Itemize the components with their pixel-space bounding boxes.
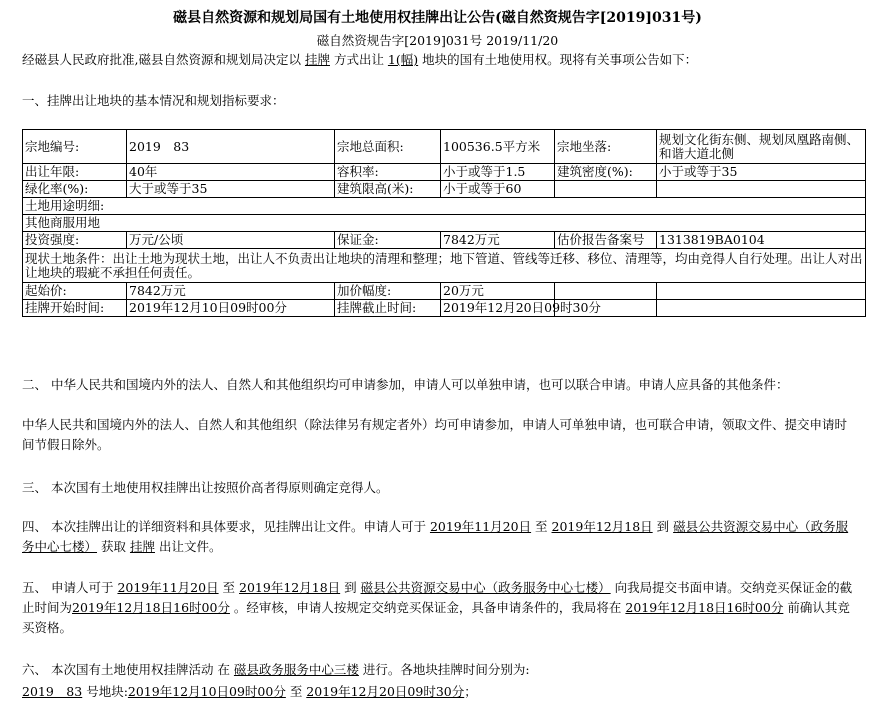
- table-row: [23, 300, 866, 317]
- green-value: 大于或等于35: [127, 181, 335, 198]
- total-area-value: 100536.5平方米: [441, 130, 555, 164]
- table-row: [23, 181, 866, 198]
- start-price-label: 起始价:: [23, 283, 127, 300]
- height-value: 小于或等于60: [441, 181, 555, 198]
- appraisal-label: 估价报告备案号: [555, 232, 657, 249]
- empty-cell: [555, 181, 657, 198]
- notice-subtitle: [0, 31, 875, 49]
- parcel-count: 1(幅): [387, 52, 419, 67]
- s6-place: 磁县政务服务中心三楼: [233, 662, 359, 677]
- height-label: 建筑限高(米):: [335, 181, 441, 198]
- section4: 四、 本次挂牌出让的详细资料和具体要求，见挂牌出让文件。申请人可于 2019年11月20日 至 2019年12月18日 到 磁县公共资源交易中心（政务服务中心七楼） 获取 挂牌 出让文件。: [22, 519, 849, 554]
- term-value: 40年: [127, 164, 335, 181]
- location-value: 规划文化街东侧、规划凤凰路南侧、和谐大道北侧: [657, 130, 866, 164]
- table-row: [23, 232, 866, 249]
- section1-heading: 一、挂牌出让地块的基本情况和规划指标要求：: [22, 93, 285, 108]
- empty-cell: [657, 283, 866, 300]
- s5-date-from: 2019年11月20日: [117, 580, 219, 595]
- s5-date-to: 2019年12月18日: [239, 580, 341, 595]
- investment-label: 投资强度:: [23, 232, 127, 249]
- s6-time-to: 2019年12月20日09时30分: [306, 684, 465, 699]
- far-label: 容积率:: [335, 164, 441, 181]
- increment-value: 20万元: [441, 283, 555, 300]
- table-row: [23, 283, 866, 300]
- s4-date-to: 2019年12月18日: [551, 519, 653, 534]
- s6-parcel: 2019 83: [22, 684, 83, 699]
- section2-detail: 中华人民共和国境内外的法人、自然人和其他组织（除法律另有规定者外）均可申请参加，申请人可单独申请，也可联合申请，领取文件、提交申请时间节假日除外。: [22, 417, 848, 452]
- doc-number: 磁自然资规告字[2019]031号: [316, 33, 483, 48]
- table-row: [23, 164, 866, 181]
- parcel-info-table: [22, 129, 866, 317]
- notice-title: 磁县自然资源和规划局国有土地使用权挂牌出让公告(磁自然资规告字[2019]031号): [173, 10, 702, 26]
- deposit-value: 7842万元: [441, 232, 555, 249]
- deposit-label: 保证金:: [335, 232, 441, 249]
- intro-line: 经磁县人民政府批准,磁县自然资源和规划局决定以 挂牌 方式出让 1(幅) 地块的国有土地使用权。现将有关事项公告如下：: [22, 52, 698, 67]
- table-row: [23, 215, 866, 232]
- total-area-label: 宗地总面积:: [335, 130, 441, 164]
- s4-method: 挂牌: [129, 539, 155, 554]
- section5: 五、 申请人可于 2019年11月20日 至 2019年12月18日 到 磁县公共资源交易中心（政务服务中心七楼） 向我局提交书面申请。交纳竞买保证金的截止时间为2019年12月18日16时00分 。经审核，申请人按规定交纳竞买保证金，具备申请条件的，我局将在 2019年12月18日16时00分 前确认其竞买资格。: [22, 580, 853, 635]
- term-label: 出让年限:: [23, 164, 127, 181]
- investment-value: 万元/公顷: [127, 232, 335, 249]
- s5-confirm-time: 2019年12月18日16时00分: [625, 600, 784, 615]
- s5-deposit-deadline: 2019年12月18日16时00分: [72, 600, 230, 615]
- increment-label: 加价幅度:: [335, 283, 441, 300]
- table-row: [23, 130, 866, 164]
- listing-start-value: 2019年12月10日09时00分: [127, 300, 335, 317]
- start-price-value: 7842万元: [127, 283, 335, 300]
- use-detail-label: 土地用途明细:: [23, 198, 866, 215]
- empty-cell: [657, 181, 866, 198]
- parcel-no-label: 宗地编号:: [23, 130, 127, 164]
- use-detail-value: 其他商服用地: [23, 215, 866, 232]
- density-value: 小于或等于35: [657, 164, 866, 181]
- parcel-no-value: 2019 83: [127, 130, 335, 164]
- table-row: [23, 249, 866, 283]
- section3: 三、 本次国有土地使用权挂牌出让按照价高者得原则确定竞得人。: [22, 480, 389, 495]
- section6: 六、 本次国有土地使用权挂牌活动 在 磁县政务服务中心三楼 进行。各地块挂牌时间分别为:: [22, 662, 530, 677]
- listing-end-label: 挂牌截止时间:: [335, 300, 441, 317]
- density-label: 建筑密度(%):: [555, 164, 657, 181]
- empty-cell: [657, 300, 866, 317]
- section6-schedule: 2019 83 号地块:2019年12月10日09时00分 至 2019年12月20日09时30分；: [22, 684, 477, 699]
- listing-end-value: 2019年12月20日09时30分: [441, 300, 555, 317]
- publish-date: 2019/11/20: [486, 33, 559, 48]
- far-value: 小于或等于1.5: [441, 164, 555, 181]
- s4-place: 磁县公共资源交易中心（政务服务中心七楼）: [22, 519, 849, 554]
- s4-date-from: 2019年11月20日: [429, 519, 532, 534]
- listing-start-label: 挂牌开始时间:: [23, 300, 127, 317]
- land-condition: 现状土地条件：出让土地为现状土地，出让人不负责出让地块的清理和整理；地下管道、管线等迁移、移位、清理等，均由竞得人自行处理。出让人对出让地块的瑕疵不承担任何责任。: [23, 249, 866, 283]
- appraisal-value: 1313819BA0104: [657, 232, 866, 249]
- location-label: 宗地坐落:: [555, 130, 657, 164]
- s5-place: 磁县公共资源交易中心（政务服务中心七楼）: [360, 580, 611, 595]
- s6-time-from: 2019年12月10日09时00分: [127, 684, 286, 699]
- transfer-method: 挂牌: [304, 52, 330, 67]
- empty-cell: [555, 283, 657, 300]
- green-label: 绿化率(%):: [23, 181, 127, 198]
- section2: 二、 中华人民共和国境内外的法人、自然人和其他组织均可申请参加，申请人可以单独申请，也可以联合申请。申请人应具备的其他条件：: [22, 377, 789, 392]
- table-row: [23, 198, 866, 215]
